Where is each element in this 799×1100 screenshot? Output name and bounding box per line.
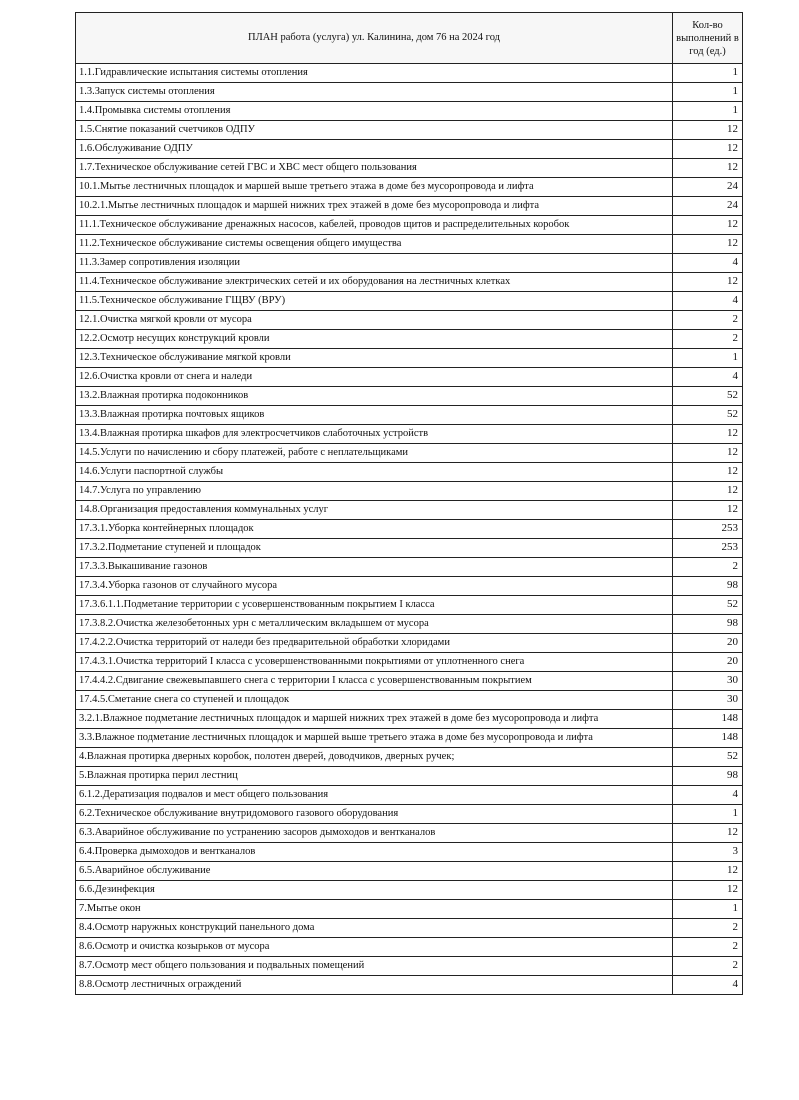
table-row (76, 729, 743, 748)
work-name-cell: 8.4.Осмотр наружных конструкций панельного дома (76, 919, 673, 938)
table-row (76, 482, 743, 501)
table-row (76, 102, 743, 121)
quantity-cell: 2 (673, 558, 743, 577)
work-name-cell: 11.2.Техническое обслуживание системы освещения общего имущества (76, 235, 673, 254)
quantity-cell: 12 (673, 216, 743, 235)
work-name-cell: 17.3.6.1.1.Подметание территории с усовершенствованным покрытием I класса (76, 596, 673, 615)
quantity-cell: 20 (673, 653, 743, 672)
quantity-cell: 2 (673, 330, 743, 349)
work-name-cell: 1.1.Гидравлические испытания системы отопления (76, 64, 673, 83)
plan-document (75, 12, 742, 995)
table-row (76, 786, 743, 805)
quantity-cell: 148 (673, 729, 743, 748)
work-name-cell: 17.4.5.Сметание снега со ступеней и площадок (76, 691, 673, 710)
work-name-cell: 6.4.Проверка дымоходов и вентканалов (76, 843, 673, 862)
plan-rows (76, 64, 743, 995)
table-row (76, 254, 743, 273)
quantity-cell: 24 (673, 197, 743, 216)
table-row (76, 672, 743, 691)
quantity-cell: 253 (673, 520, 743, 539)
table-row (76, 64, 743, 83)
quantity-cell: 98 (673, 767, 743, 786)
quantity-cell: 52 (673, 748, 743, 767)
plan-table (75, 12, 743, 995)
work-name-cell: 14.7.Услуга по управлению (76, 482, 673, 501)
table-row (76, 919, 743, 938)
table-row (76, 976, 743, 995)
quantity-cell: 253 (673, 539, 743, 558)
table-row (76, 463, 743, 482)
quantity-cell: 12 (673, 482, 743, 501)
quantity-cell: 4 (673, 976, 743, 995)
quantity-cell: 30 (673, 691, 743, 710)
quantity-cell: 4 (673, 786, 743, 805)
quantity-cell: 2 (673, 938, 743, 957)
quantity-cell: 2 (673, 919, 743, 938)
work-name-cell: 6.2.Техническое обслуживание внутридомового газового оборудования (76, 805, 673, 824)
table-row (76, 539, 743, 558)
work-name-cell: 17.4.3.1.Очистка территорий I класса с усовершенствованными покрытиями от уплотненного снега (76, 653, 673, 672)
quantity-cell: 12 (673, 273, 743, 292)
work-name-cell: 11.5.Техническое обслуживание ГЩВУ (ВРУ) (76, 292, 673, 311)
work-name-cell: 13.2.Влажная протирка подоконников (76, 387, 673, 406)
quantity-cell: 12 (673, 235, 743, 254)
table-row (76, 406, 743, 425)
table-row (76, 862, 743, 881)
work-name-cell: 7.Мытье окон (76, 900, 673, 919)
table-row (76, 653, 743, 672)
plan-title: ПЛАН работа (услуга) ул. Калинина, дом 76 на 2024 год (76, 13, 673, 64)
quantity-cell: 4 (673, 292, 743, 311)
work-name-cell: 1.4.Промывка системы отопления (76, 102, 673, 121)
table-row (76, 425, 743, 444)
table-row (76, 805, 743, 824)
work-name-cell: 3.2.1.Влажное подметание лестничных площадок и маршей нижних трех этажей в доме без мусоропровода и лифта (76, 710, 673, 729)
table-row (76, 140, 743, 159)
table-row (76, 216, 743, 235)
quantity-cell: 52 (673, 406, 743, 425)
table-row (76, 691, 743, 710)
work-name-cell: 11.3.Замер сопротивления изоляции (76, 254, 673, 273)
quantity-cell: 2 (673, 311, 743, 330)
quantity-cell: 98 (673, 615, 743, 634)
table-row (76, 121, 743, 140)
table-row (76, 596, 743, 615)
table-row (76, 83, 743, 102)
table-row (76, 387, 743, 406)
quantity-cell: 98 (673, 577, 743, 596)
table-row (76, 349, 743, 368)
table-row (76, 748, 743, 767)
table-row (76, 368, 743, 387)
work-name-cell: 17.3.4.Уборка газонов от случайного мусора (76, 577, 673, 596)
work-name-cell: 17.3.3.Выкашивание газонов (76, 558, 673, 577)
quantity-cell: 1 (673, 64, 743, 83)
work-name-cell: 14.5.Услуги по начислению и сбору платежей, работе с неплательщиками (76, 444, 673, 463)
table-row (76, 159, 743, 178)
table-row (76, 311, 743, 330)
table-row (76, 520, 743, 539)
work-name-cell: 8.7.Осмотр мест общего пользования и подвальных помещений (76, 957, 673, 976)
quantity-cell: 1 (673, 102, 743, 121)
work-name-cell: 17.3.1.Уборка контейнерных площадок (76, 520, 673, 539)
quantity-cell: 52 (673, 596, 743, 615)
quantity-cell: 12 (673, 501, 743, 520)
work-name-cell: 6.5.Аварийное обслуживание (76, 862, 673, 881)
quantity-cell: 4 (673, 368, 743, 387)
quantity-cell: 12 (673, 121, 743, 140)
work-name-cell: 13.3.Влажная протирка почтовых ящиков (76, 406, 673, 425)
work-name-cell: 8.8.Осмотр лестничных ограждений (76, 976, 673, 995)
work-name-cell: 11.1.Техническое обслуживание дренажных насосов, кабелей, проводов щитов и распределительных коробок (76, 216, 673, 235)
quantity-cell: 24 (673, 178, 743, 197)
quantity-cell: 1 (673, 900, 743, 919)
work-name-cell: 1.3.Запуск системы отопления (76, 83, 673, 102)
table-row (76, 292, 743, 311)
work-name-cell: 8.6.Осмотр и очистка козырьков от мусора (76, 938, 673, 957)
work-name-cell: 6.3.Аварийное обслуживание по устранению засоров дымоходов и вентканалов (76, 824, 673, 843)
work-name-cell: 3.3.Влажное подметание лестничных площадок и маршей выше третьего этажа в доме без мусоропровода и лифта (76, 729, 673, 748)
work-name-cell: 1.6.Обслуживание ОДПУ (76, 140, 673, 159)
work-name-cell: 12.6.Очистка кровли от снега и наледи (76, 368, 673, 387)
count-column-header: Кол-во выполнений в год (ед.) (673, 13, 743, 64)
quantity-cell: 12 (673, 824, 743, 843)
work-name-cell: 17.4.2.2.Очистка территорий от наледи без предварительной обработки хлоридами (76, 634, 673, 653)
quantity-cell: 12 (673, 425, 743, 444)
table-row (76, 900, 743, 919)
quantity-cell: 4 (673, 254, 743, 273)
work-name-cell: 12.3.Техническое обслуживание мягкой кровли (76, 349, 673, 368)
table-row (76, 938, 743, 957)
work-name-cell: 17.3.2.Подметание ступеней и площадок (76, 539, 673, 558)
quantity-cell: 12 (673, 463, 743, 482)
quantity-cell: 20 (673, 634, 743, 653)
quantity-cell: 1 (673, 805, 743, 824)
work-name-cell: 14.8.Организация предоставления коммунальных услуг (76, 501, 673, 520)
table-row (76, 577, 743, 596)
work-name-cell: 10.2.1.Мытье лестничных площадок и маршей нижних трех этажей в доме без мусоропровода и лифта (76, 197, 673, 216)
quantity-cell: 12 (673, 444, 743, 463)
quantity-cell: 12 (673, 140, 743, 159)
table-row (76, 957, 743, 976)
work-name-cell: 17.4.4.2.Сдвигание свежевыпавшего снега с территории I класса с усовершенствованным покрытием (76, 672, 673, 691)
table-row (76, 615, 743, 634)
work-name-cell: 1.7.Техническое обслуживание сетей ГВС и ХВС мест общего пользования (76, 159, 673, 178)
table-row (76, 178, 743, 197)
table-row (76, 843, 743, 862)
work-name-cell: 10.1.Мытье лестничных площадок и маршей выше третьего этажа в доме без мусоропровода и лифта (76, 178, 673, 197)
work-name-cell: 12.2.Осмотр несущих конструкций кровли (76, 330, 673, 349)
work-name-cell: 17.3.8.2.Очистка железобетонных урн с металлическим вкладышем от мусора (76, 615, 673, 634)
work-name-cell: 5.Влажная протирка перил лестниц (76, 767, 673, 786)
table-row (76, 501, 743, 520)
quantity-cell: 52 (673, 387, 743, 406)
work-name-cell: 6.1.2.Дератизация подвалов и мест общего пользования (76, 786, 673, 805)
quantity-cell: 148 (673, 710, 743, 729)
table-header-row (76, 13, 743, 64)
quantity-cell: 12 (673, 862, 743, 881)
quantity-cell: 12 (673, 159, 743, 178)
table-row (76, 235, 743, 254)
quantity-cell: 3 (673, 843, 743, 862)
table-row (76, 330, 743, 349)
work-name-cell: 13.4.Влажная протирка шкафов для электросчетчиков слаботочных устройств (76, 425, 673, 444)
table-row (76, 710, 743, 729)
work-name-cell: 1.5.Снятие показаний счетчиков ОДПУ (76, 121, 673, 140)
work-name-cell: 11.4.Техническое обслуживание электрических сетей и их оборудования на лестничных клетках (76, 273, 673, 292)
table-row (76, 767, 743, 786)
work-name-cell: 12.1.Очистка мягкой кровли от мусора (76, 311, 673, 330)
table-row (76, 273, 743, 292)
table-row (76, 824, 743, 843)
quantity-cell: 1 (673, 83, 743, 102)
table-row (76, 881, 743, 900)
table-row (76, 634, 743, 653)
table-row (76, 197, 743, 216)
work-name-cell: 14.6.Услуги паспортной службы (76, 463, 673, 482)
work-name-cell: 4.Влажная протирка дверных коробок, полотен дверей, доводчиков, дверных ручек; (76, 748, 673, 767)
quantity-cell: 30 (673, 672, 743, 691)
quantity-cell: 1 (673, 349, 743, 368)
work-name-cell: 6.6.Дезинфекция (76, 881, 673, 900)
table-row (76, 558, 743, 577)
quantity-cell: 2 (673, 957, 743, 976)
table-row (76, 444, 743, 463)
quantity-cell: 12 (673, 881, 743, 900)
